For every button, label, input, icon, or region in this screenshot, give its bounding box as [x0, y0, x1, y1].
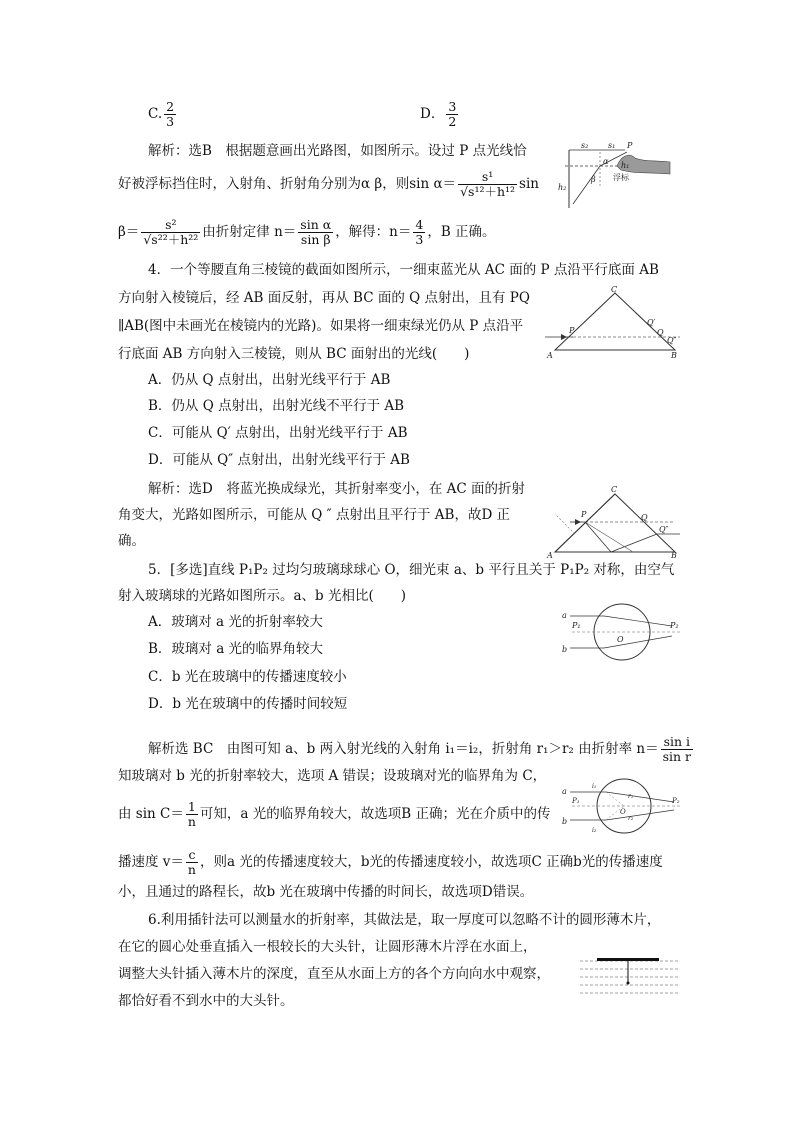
q5-solution-line3: 由 sin C＝ $\frac{1}{n}$ 可知，a 光的临界角较大，故选项B 正确；光在介质中的传	[118, 799, 551, 829]
label-o: O	[617, 635, 624, 644]
label-q2: Q″	[667, 336, 677, 345]
label-a: a	[562, 787, 567, 796]
label-p: P	[581, 510, 587, 519]
q4-solution-line3: 确。	[118, 533, 145, 549]
label-p2: P₂	[670, 621, 679, 630]
label-beta: β	[591, 175, 596, 184]
label-h2: h₂	[558, 183, 567, 192]
q4-option-c: C．可能从 Q′ 点射出，出射光线平行于 AB	[148, 425, 408, 441]
label-s1: s₁	[608, 141, 616, 150]
q4-stem-line1: 4．一个等腰直角三棱镜的截面如图所示，一细束蓝光从 AC 面的 P 点沿平行底面 AB	[148, 262, 659, 278]
label-alpha: α	[603, 157, 609, 166]
q6-stem-line2: 在它的圆心处垂直插入一根较长的大头针，让圆形薄木片浮在水面上，	[118, 939, 537, 955]
label-r1: r₁	[628, 793, 634, 800]
prism-figure-2	[545, 484, 685, 559]
pin-figure	[575, 955, 685, 1000]
label-c: C	[611, 285, 618, 294]
q5-solution-line1: 解析选 BC 由图可知 a、b 两入射光线的入射角 i₁＝i₂，折射角 r₁＞r₂ 由折射率 n＝ $\frac{\text{sin i}}{\text{sin r}}$	[148, 734, 692, 764]
label-b: B	[671, 351, 677, 360]
label-h1: h₁	[621, 161, 630, 170]
label-float: 浮标	[613, 173, 629, 182]
sphere-figure-2	[562, 776, 687, 838]
q4-solution-line2: 角变大，光路如图所示，可能从 Q ″ 点射出且平行于 AB，故D 正	[118, 507, 511, 523]
q5-solution-line5: 小，且通过的路程长，故b 光在玻璃中传播的时间长，故选项D错误。	[118, 884, 534, 900]
q5-stem-line2: 射入玻璃球的光路如图所示。a、b 光相比( )	[118, 588, 407, 604]
q5-option-b: B．玻璃对 a 光的临界角较大	[148, 641, 324, 657]
q5-option-d: D．b 光在玻璃中的传播时间较短	[148, 696, 348, 712]
option-d: D． $\frac{3}{2}$	[420, 99, 457, 129]
label-p: P	[627, 141, 633, 150]
q5-stem-line1: 5．[多选]直线 P₁P₂ 过均匀玻璃球球心 O，细光束 a、b 平行且关于 P₁P₂ 对称，由空气	[148, 562, 675, 578]
label-b: b	[562, 817, 568, 826]
label-p: P	[569, 326, 575, 335]
q6-stem-line4: 都恰好看不到水中的大头针。	[118, 993, 294, 1009]
label-b: B	[671, 551, 677, 559]
q3-solution-line3: β＝ $\frac{\text{s²}}{\text{√s²²＋h²²}}$ 由折射定律 n＝ $\frac{\text{sin α}}{\text{sin β}}$ ，解得：n＝ $\frac{4}{3}$ ，B 正确。	[118, 217, 496, 247]
label-q1: Q′	[647, 318, 656, 327]
prism-figure-1	[545, 285, 685, 360]
q4-option-d: D．可能从 Q″ 点射出，出射光线平行于 AB	[148, 452, 410, 468]
label-q2: Q″	[659, 525, 669, 534]
q4-option-a: A．仍从 Q 点射出，出射光线平行于 AB	[148, 372, 391, 388]
label-a: A	[547, 351, 553, 360]
label-a: A	[547, 551, 553, 559]
q6-stem-line3: 调整大头针插入薄木片的深度，直至从水面上方的各个方向向水中观察，	[118, 966, 550, 982]
label-s2: s₂	[581, 141, 589, 150]
label-q: Q	[641, 513, 648, 522]
q4-stem-line3: ∥AB(图中未画光在棱镜内的光路)。如果将一细束绿光仍从 P 点沿平	[118, 318, 524, 334]
label-i2: i₂	[592, 827, 597, 834]
label-b: b	[562, 645, 568, 654]
q3-solution-line1: 解析：选B 根据题意画出光路图，如图所示。设过 P 点光线恰	[148, 143, 527, 159]
label-p2: P₂	[672, 797, 680, 805]
sphere-figure-1	[562, 600, 687, 665]
q4-option-b: B．仍从 Q 点射出，出射光线不平行于 AB	[148, 398, 405, 414]
q5-option-a: A．玻璃对 a 光的折射率较大	[148, 614, 323, 630]
q5-solution-line2: 知玻璃对 b 光的折射率较大，选项 A 错误；设玻璃对光的临界角为 C，	[118, 768, 547, 784]
label-a: a	[562, 611, 567, 620]
label-p1: P₁	[572, 797, 580, 805]
q5-option-c: C．b 光在玻璃中的传播速度较小	[148, 669, 347, 685]
q4-stem-line4: 行底面 AB 方向射入三棱镜，则从 BC 面射出的光线( )	[118, 346, 470, 362]
label-p1: P₁	[572, 621, 581, 630]
q5-solution-line4: 播速度 v＝ $\frac{c}{n}$ ，则a 光的传播速度较大，b光的传播速度较小，故选项C 正确b光的传播速度	[118, 847, 663, 877]
q6-stem-line1: 6.利用插针法可以测量水的折射率，其做法是，取一厚度可以忽略不计的圆形薄木片，	[148, 912, 661, 928]
label-o: O	[620, 808, 626, 816]
float-figure	[555, 138, 675, 213]
q3-solution-line2: 好被浮标挡住时，入射角、折射角分别为α β，则sin α＝ $\frac{\text{s¹}}{\text{√s¹²＋h¹²}}$ sin	[118, 169, 539, 199]
label-q: Q	[657, 328, 664, 337]
q4-stem-line2: 方向射入棱镜后，经 AB 面反射，再从 BC 面的 Q 点射出，且有 PQ	[118, 290, 530, 306]
label-c: C	[611, 485, 618, 494]
label-r2: r₂	[628, 815, 634, 822]
option-c: C. $\frac{2}{3}$	[148, 99, 175, 129]
label-i1: i₁	[592, 783, 597, 790]
q4-solution-line1: 解析：选D 将蓝光换成绿光，其折射率变小，在 AC 面的折射	[148, 481, 525, 497]
